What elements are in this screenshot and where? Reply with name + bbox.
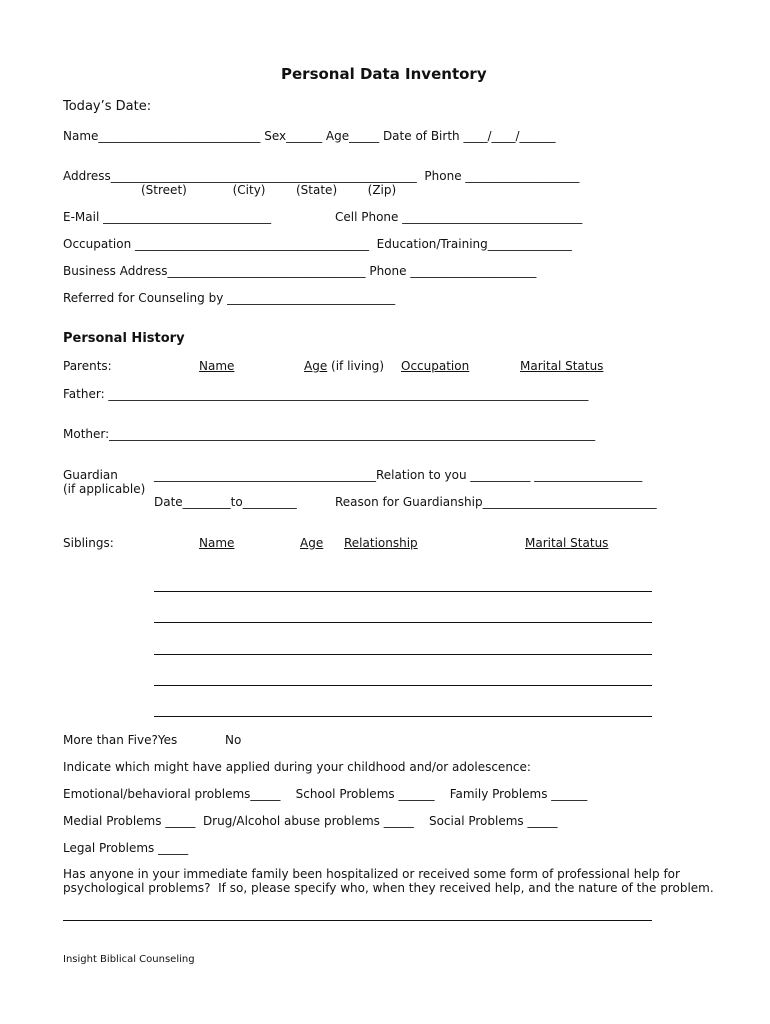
hospitalized-question-line-1: Has anyone in your immediate family been hospitalized or received some form of professional help for [63, 867, 680, 881]
hospitalized-question-line-2: psychological problems? If so, please specify who, when they received help, and the nature of the problem. [63, 881, 714, 895]
problems-row-2[interactable]: Medial Problems _____ Drug/Alcohol abuse problems _____ Social Problems _____ [63, 814, 558, 828]
siblings-name-header: Name [199, 536, 235, 550]
guardian-label: Guardian [63, 468, 118, 482]
parents-age-header [304, 360, 384, 372]
parents-name-header: Name [199, 359, 235, 373]
problems-row-1[interactable]: Emotional/behavioral problems_____ School Problems ______ Family Problems ______ [63, 787, 588, 801]
page-title: Personal Data Inventory [281, 65, 487, 83]
guardian-reason-line[interactable]: Reason for Guardianship_____________________________ [335, 495, 657, 509]
todays-date-label: Today’s Date: [63, 99, 152, 114]
guardian-relation-line[interactable]: _____________________________________Relation to you __________ __________________ [154, 468, 643, 482]
siblings-age-header: Age [300, 536, 324, 550]
mother-line[interactable]: Mother:_________________________________________________________________________________ [63, 427, 596, 441]
business-address-line[interactable]: Business Address_________________________________ Phone _____________________ [63, 264, 537, 278]
parents-label: Parents: [63, 359, 112, 373]
sibling-entry-line[interactable] [154, 716, 652, 717]
sibling-entry-line[interactable] [154, 685, 652, 686]
indicate-prompt: Indicate which might have applied during your childhood and/or adolescence: [63, 760, 531, 774]
occupation-education-line[interactable]: Occupation _______________________________________ Education/Training______________ [63, 237, 572, 251]
parents-occupation-header: Occupation [401, 359, 470, 373]
referred-by-line[interactable]: Referred for Counseling by ____________________________ [63, 291, 396, 305]
sibling-entry-line[interactable] [154, 654, 652, 655]
parents-marital-header: Marital Status [520, 359, 604, 373]
siblings-label: Siblings: [63, 536, 114, 550]
hospitalized-answer-line[interactable] [63, 920, 652, 921]
cell-phone-line[interactable]: Cell Phone ______________________________ [335, 210, 583, 224]
personal-history-heading: Personal History [63, 331, 185, 346]
siblings-marital-header: Marital Status [525, 536, 609, 550]
sibling-entry-line[interactable] [154, 591, 652, 592]
guardian-date-line[interactable]: Date________to_________ [154, 495, 297, 509]
problems-row-3[interactable]: Legal Problems _____ [63, 841, 189, 855]
guardian-sublabel: (if applicable) [63, 482, 146, 496]
footer-organization: Insight Biblical Counseling [63, 954, 195, 965]
siblings-relationship-header: Relationship [344, 536, 418, 550]
father-line[interactable]: Father: ________________________________________________________________________________ [63, 387, 589, 401]
name-sex-age-dob-line[interactable]: Name___________________________ Sex______ Age_____ Date of Birth ____/____/______ [63, 129, 556, 143]
more-than-five-yes[interactable]: More than Five?Yes [63, 733, 178, 747]
sibling-entry-line[interactable] [154, 622, 652, 623]
address-phone-line[interactable]: Address___________________________________________________ Phone ___________________ [63, 169, 580, 183]
email-line[interactable]: E-Mail ____________________________ [63, 210, 272, 224]
more-than-five-no[interactable]: No [225, 733, 242, 747]
address-sublabels: (Street) (City) (State) (Zip) [141, 183, 397, 197]
parents-age-note: (if living) [327, 359, 385, 373]
parents-age-text: Age [304, 359, 328, 373]
